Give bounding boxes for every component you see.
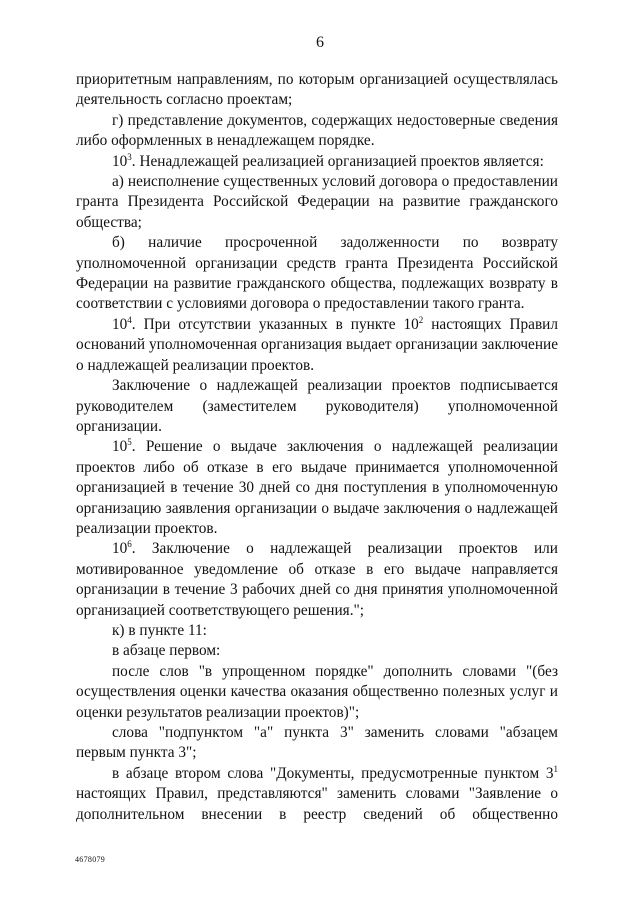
paragraph <box>76 539 558 621</box>
item-number: 10 <box>112 315 128 333</box>
item-superscript: 5 <box>127 437 132 448</box>
paragraph-text: . Ненадлежащей реализацией организацией проектов является: <box>131 152 544 170</box>
paragraph-text: . Заключение о надлежащей реализации проектов или мотивированное уведомление об отказе в его выдаче направляется организации в течение 3 рабочих дней со дня принятия уполномоченной организацией соответствующего решения."; <box>76 540 558 619</box>
paragraph-text: . При отсутствии указанных в пункте 10 <box>131 315 419 333</box>
item-superscript: 6 <box>127 539 132 550</box>
reference-superscript: 2 <box>418 314 424 325</box>
paragraph-text: настоящих Правил, представляются" заменить словами "Заявление о дополнительном внесении в реестр сведений об общественно <box>76 785 558 823</box>
item-number: 10 <box>112 540 128 558</box>
paragraph <box>76 315 558 376</box>
item-superscript: 4 <box>127 314 132 325</box>
item-superscript: 3 <box>127 151 132 162</box>
item-number: 10 <box>112 152 128 170</box>
paragraph <box>76 152 558 172</box>
paragraph: в абзаце первом: <box>112 642 221 660</box>
paragraph: приоритетным направлениям, по которым организацией осуществлялась деятельность согласно проектам; <box>76 71 558 109</box>
document-body <box>76 70 558 845</box>
paragraph: к) в пункте 11: <box>112 621 207 639</box>
paragraph-text: . Решение о выдаче заключения о надлежащей реализации проектов либо об отказе в его выдаче принимается уполномоченной организацией в течение 30 дней со дня поступления в уполномоченную организацию заявления организации о выдаче заключения о надлежащей реализации проектов. <box>76 438 558 537</box>
document-code: 4678079 <box>75 855 106 864</box>
paragraph: г) представление документов, содержащих недостоверные сведения либо оформленных в ненадлежащем порядке. <box>76 111 558 150</box>
item-number: 10 <box>112 438 128 456</box>
paragraph <box>76 437 558 539</box>
page-number: 6 <box>316 34 324 51</box>
reference-superscript: 1 <box>553 763 558 774</box>
paragraph-text: настоящих Правил оснований уполномоченная организация выдает организации заключение о надлежащей реализации проектов. <box>76 315 558 374</box>
paragraph: Заключение о надлежащей реализации проектов подписывается руководителем (заместителем руководителя) уполномоченной организации. <box>76 377 558 435</box>
paragraph-text: в абзаце втором слова "Документы, предусмотренные пунктом 3 <box>112 764 554 782</box>
paragraph: после слов "в упрощенном порядке" дополнить словами "(без осуществления оценки качества оказания общественно полезных услуг и оценки результатов реализации проектов)"; <box>76 662 558 721</box>
paragraph: а) неисполнение существенных условий договора о предоставлении гранта Президента Российской Федерации на развитие гражданского общества; <box>76 173 558 231</box>
paragraph <box>76 764 558 846</box>
paragraph: б) наличие просроченной задолженности по возврату уполномоченной организации средств гранта Президента Российской Федерации на развитие гражданского общества, подлежащих возврату в соответствии с условиями договора о предоставлении такого гранта. <box>76 234 558 313</box>
paragraph: слова "подпунктом "а" пункта 3" заменить словами "абзацем первым пункта 3"; <box>76 724 558 762</box>
